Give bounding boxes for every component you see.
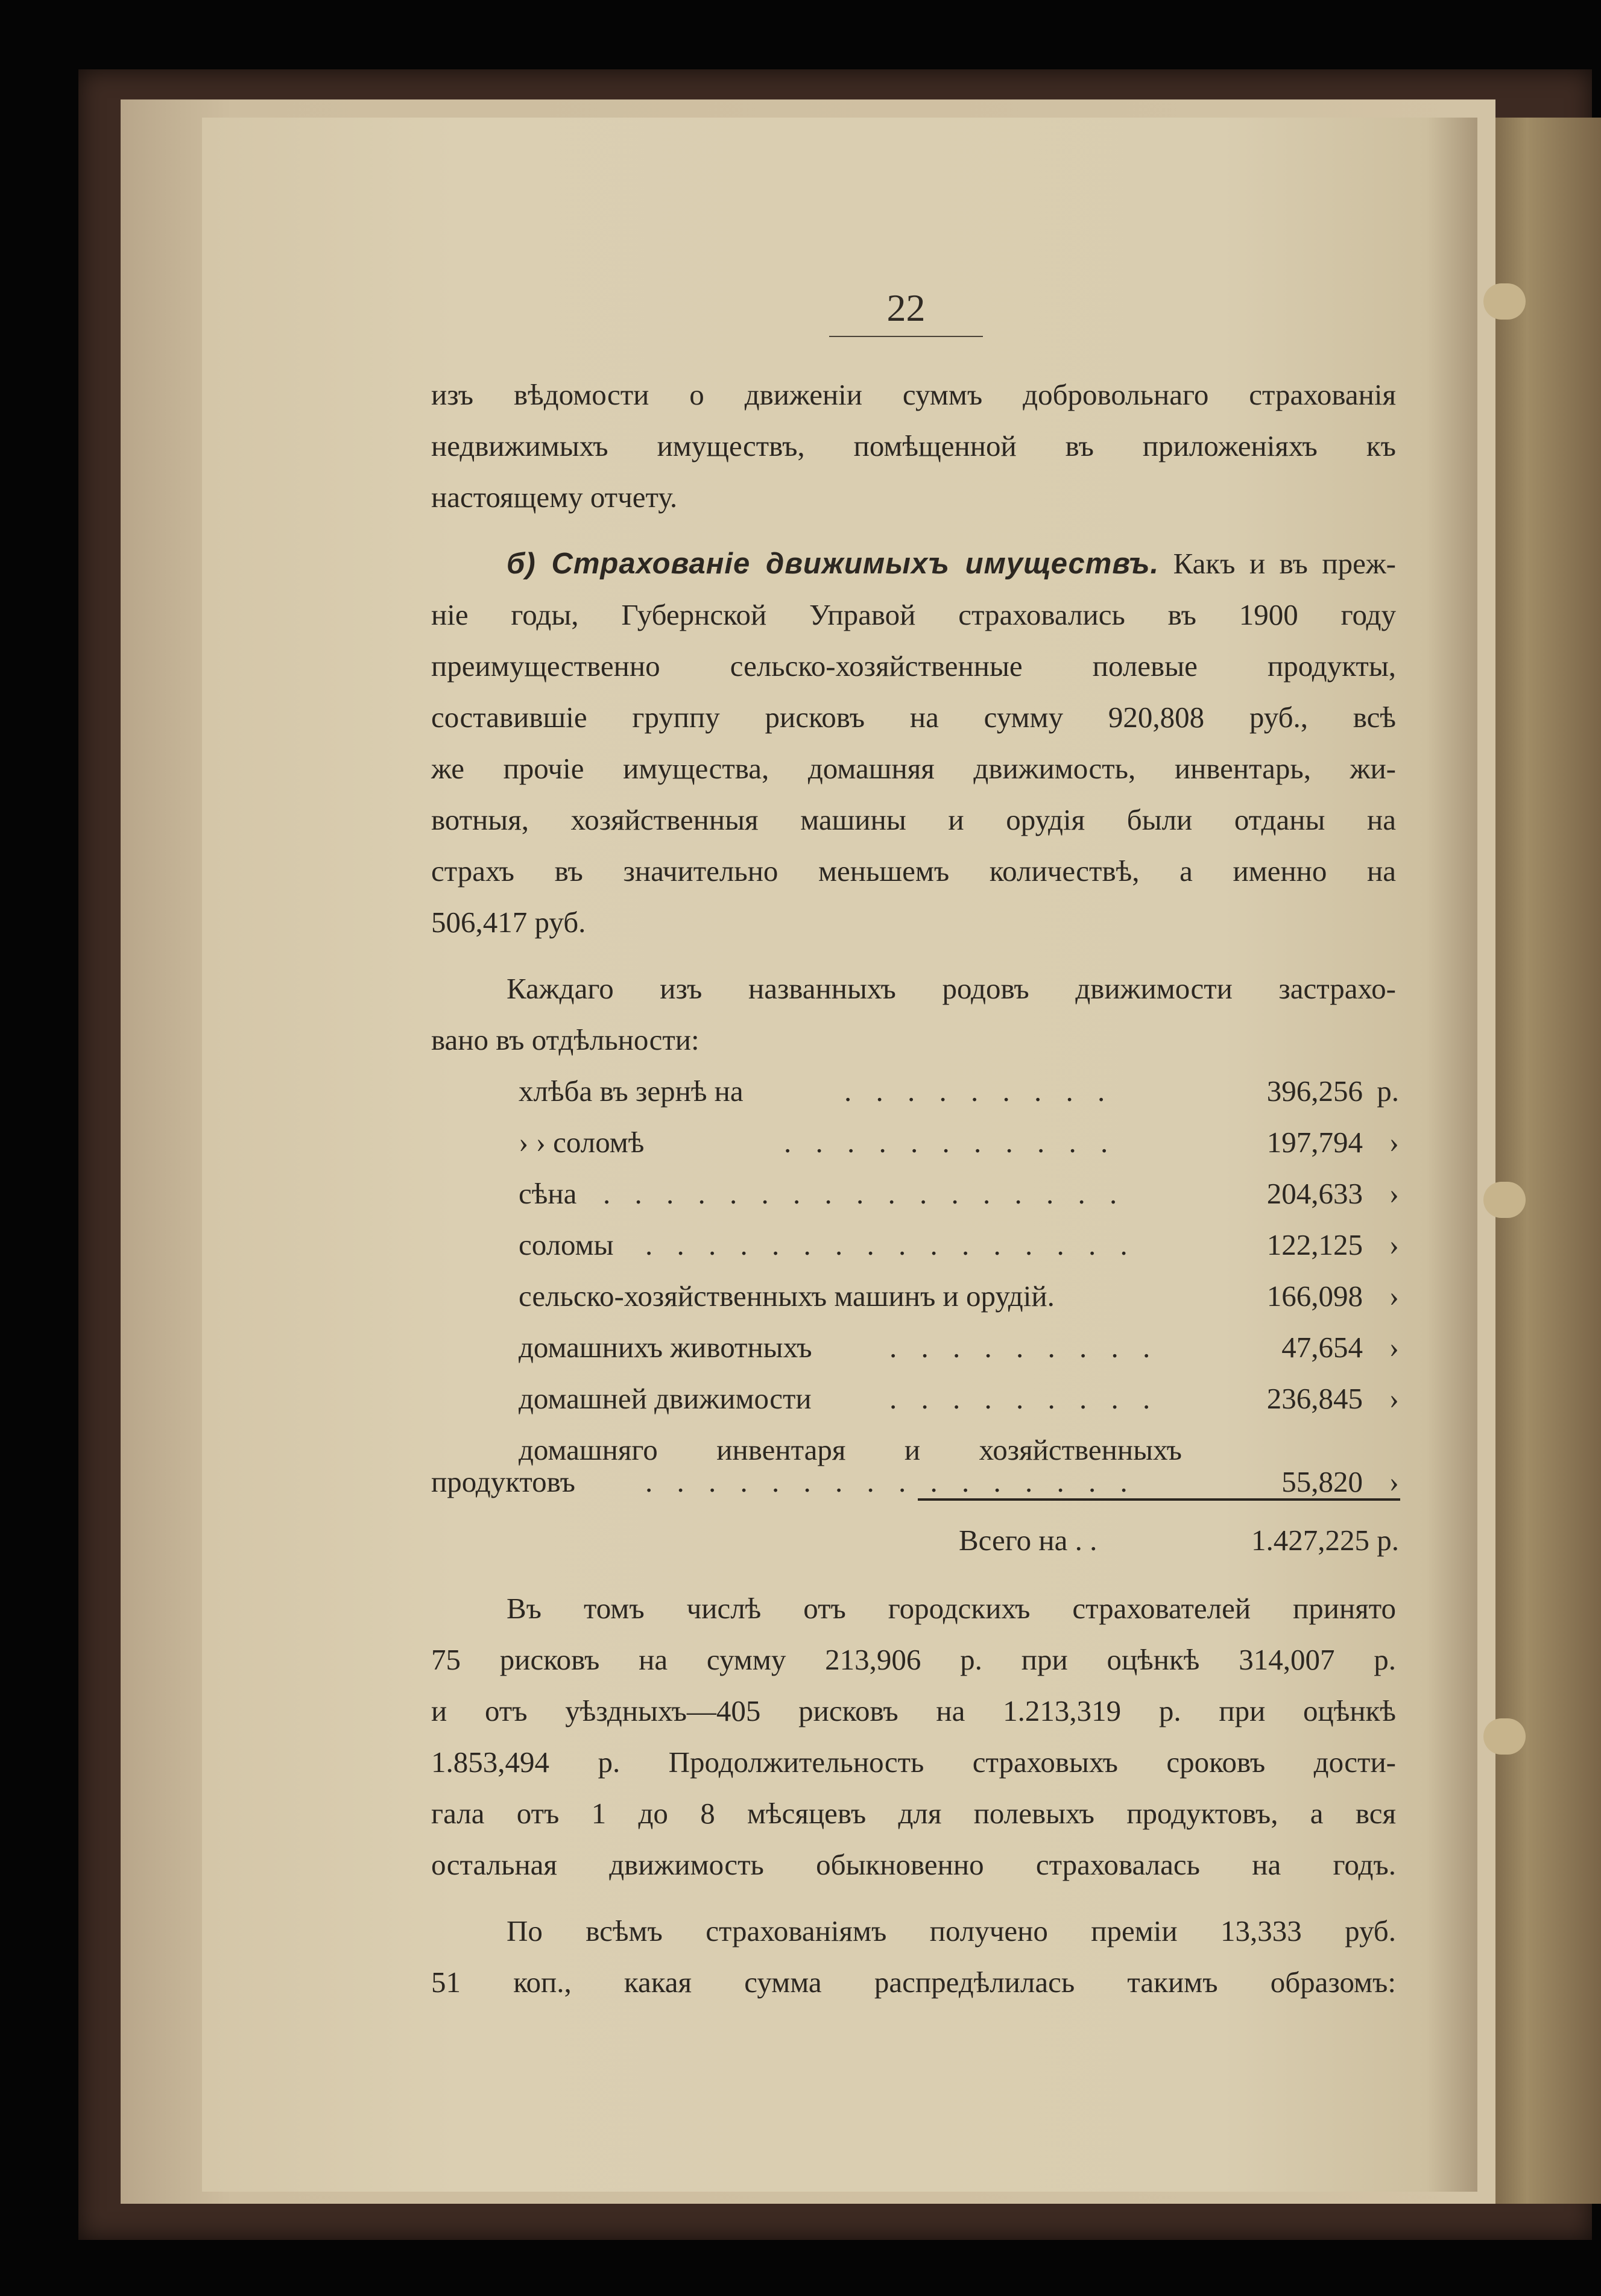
text-line: и отъ уѣздныхъ—405 рисковъ на 1.213,319 р. при оцѣнкѣ <box>431 1694 1396 1727</box>
text-line: 51 коп., какая сумма распредѣлилась такимъ образомъ: <box>431 1966 1396 1999</box>
table-row <box>519 1270 1399 1322</box>
text-line: недвижимыхъ имуществъ, помѣщенной въ приложеніяхъ къ <box>431 429 1396 462</box>
text-line: домашняго инвентаря и хозяйственныхъ <box>519 1433 1182 1466</box>
text-line: страхъ въ значительно меньшемъ количествѣ, а именно на <box>431 854 1396 888</box>
row-value: 47,654 <box>1281 1331 1363 1364</box>
row-label: сѣна <box>519 1177 577 1210</box>
page-number: 22 <box>886 286 926 329</box>
row-unit: › <box>1389 1228 1399 1261</box>
text-line: же прочіе имущества, домашняя движимость, инвентарь, жи- <box>431 752 1396 785</box>
text-line: остальная движимость обыкновенно страховалась на годъ. <box>431 1848 1396 1881</box>
text-line: настоящему отчету. <box>431 481 678 514</box>
text-line: преимущественно сельско-хозяйственные полевые продукты, <box>431 649 1396 683</box>
row-label: домашнихъ животныхъ <box>519 1331 812 1364</box>
row-label: › › соломѣ <box>519 1126 645 1159</box>
table-row <box>519 1219 1399 1270</box>
row-value: 122,125 <box>1266 1228 1363 1261</box>
section-heading-line <box>507 538 1396 590</box>
row-unit: › <box>1389 1331 1399 1364</box>
row-value: 204,633 <box>1266 1177 1363 1210</box>
row-leader-dots: . . . . . . . . . <box>844 1074 1114 1108</box>
total-value: 1.427,225 р. <box>1251 1524 1399 1557</box>
row-leader-dots: . . . . . . . . . . . . . . . . <box>645 1228 1136 1261</box>
row-value: 396,256 <box>1266 1074 1363 1108</box>
row-leader-dots: . . . . . . . . . <box>889 1331 1159 1364</box>
row-value: 197,794 <box>1266 1126 1363 1159</box>
row-unit: › <box>1389 1279 1399 1313</box>
table-row <box>519 1117 1399 1168</box>
row-label: домашней движимости <box>519 1382 812 1415</box>
page-number-rule <box>829 336 983 337</box>
text-line: составившіе группу рисковъ на сумму 920,808 руб., всѣ <box>431 701 1396 734</box>
text-line: изъ вѣдомости о движеніи суммъ добровольнаго страхованія <box>431 378 1396 411</box>
text-line: вотныя, хозяйственныя машины и орудія были отданы на <box>431 803 1396 836</box>
row-unit: › <box>1389 1382 1399 1415</box>
row-leader-dots: . . . . . . . . . . . . . . . . . <box>603 1177 1126 1210</box>
row-label: сельско-хозяйственныхъ машинъ и орудій. <box>519 1279 1055 1313</box>
row-label: соломы <box>519 1228 614 1261</box>
row-unit: › <box>1389 1177 1399 1210</box>
text-line: Въ томъ числѣ отъ городскихъ страхователей принято <box>507 1592 1396 1625</box>
page-tab <box>1483 283 1526 320</box>
total-label: Всего на . . <box>959 1524 1097 1557</box>
text-line: 75 рисковъ на сумму 213,906 р. при оцѣнкѣ 314,007 р. <box>431 1643 1396 1676</box>
row-leader-dots: . . . . . . . . . . . <box>784 1126 1117 1159</box>
row-label: хлѣба въ зернѣ на <box>519 1074 744 1108</box>
table-row <box>519 1065 1399 1117</box>
row-unit: р. <box>1377 1074 1399 1108</box>
book-cover-edge <box>1477 118 1601 2204</box>
row-unit: › <box>1389 1126 1399 1159</box>
table-row <box>519 1168 1399 1219</box>
text-line: Каждаго изъ названныхъ родовъ движимости застрахо- <box>507 972 1396 1005</box>
row-value: 166,098 <box>1266 1279 1363 1313</box>
text-line: ніе годы, Губернской Управой страховались въ 1900 году <box>431 598 1396 631</box>
section-heading: б) Страхованіе движимыхъ имуществъ. <box>507 547 1160 580</box>
row-label: продуктовъ <box>431 1465 575 1498</box>
row-leader-dots: . . . . . . . . . <box>889 1382 1159 1415</box>
row-leader-dots: . . . . . . . . . . . . . . . . <box>645 1465 1136 1498</box>
text-line: 506,417 руб. <box>431 906 586 939</box>
text-fragment: Какъ и въ преж- <box>1173 547 1396 580</box>
text-line: По всѣмъ страхованіямъ получено преміи 13,333 руб. <box>507 1914 1396 1948</box>
page-tab <box>1483 1718 1526 1755</box>
text-line: вано въ отдѣльности: <box>431 1023 699 1056</box>
row-unit: › <box>1389 1465 1399 1498</box>
text-line: гала отъ 1 до 8 мѣсяцевъ для полевыхъ продуктовъ, а вся <box>431 1797 1396 1830</box>
page-tab <box>1483 1182 1526 1218</box>
table-row <box>519 1373 1399 1424</box>
row-value: 236,845 <box>1266 1382 1363 1415</box>
table-row <box>519 1322 1399 1373</box>
text-line: 1.853,494 р. Продолжительность страховыхъ сроковъ дости- <box>431 1746 1396 1779</box>
row-value: 55,820 <box>1281 1465 1363 1498</box>
sum-rule <box>918 1498 1400 1501</box>
